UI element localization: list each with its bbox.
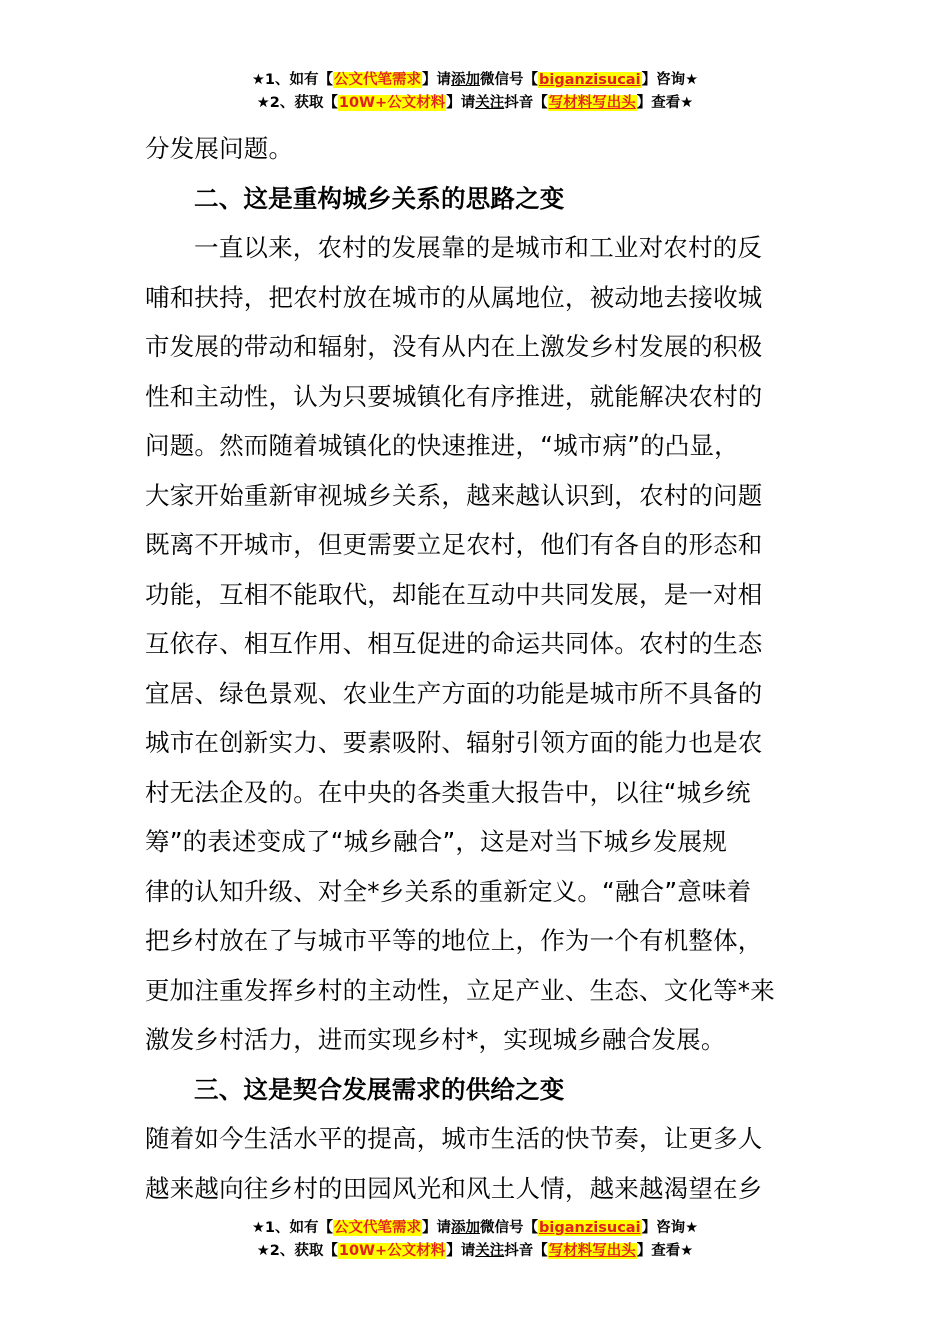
banner-line-1 bbox=[0, 1217, 950, 1240]
banner-highlight: 10W+公文材料 bbox=[338, 95, 446, 111]
banner-text: 抖音【 bbox=[504, 95, 548, 111]
banner-text: 】咨询★ bbox=[641, 1220, 699, 1236]
banner-text: 】请 bbox=[422, 1220, 452, 1236]
banner-text: 】查看★ bbox=[636, 95, 694, 111]
banner-line-2 bbox=[0, 1240, 950, 1263]
paragraph-line: 既离不开城市，但更需要立足农村，他们有各自的形态和 bbox=[145, 530, 763, 559]
banner-text: 】咨询★ bbox=[641, 72, 699, 88]
top-banner bbox=[0, 69, 950, 115]
banner-text: 微信号【 bbox=[480, 1220, 539, 1236]
banner-text: 】请 bbox=[446, 95, 476, 111]
banner-line-2 bbox=[0, 92, 950, 115]
banner-underlined: 添加 bbox=[451, 1220, 481, 1236]
paragraph-line: 城市在创新实力、要素吸附、辐射引领方面的能力也是农 bbox=[145, 728, 763, 757]
paragraph-line: 功能，互相不能取代，却能在互动中共同发展，是一对相 bbox=[145, 579, 763, 609]
bottom-banner bbox=[0, 1217, 950, 1263]
document-body bbox=[145, 124, 807, 1213]
paragraph-line: 村无法企及的。在中央的各类重大报告中，以往“城乡统 bbox=[145, 777, 751, 807]
paragraph-line: 筹”的表述变成了“城乡融合”，这是对当下城乡发展规 bbox=[145, 827, 728, 856]
paragraph-line: 市发展的带动和辐射，没有从内在上激发乡村发展的积极 bbox=[145, 332, 763, 361]
paragraph-line: 更加注重发挥乡村的主动性，立足产业、生态、文化等*来 bbox=[145, 975, 775, 1005]
banner-underlined: 添加 bbox=[451, 72, 481, 88]
banner-text: 】查看★ bbox=[636, 1243, 694, 1259]
banner-text: 抖音【 bbox=[504, 1243, 548, 1259]
paragraph-line: 律的认知升级、对全*乡关系的重新定义。“融合”意味着 bbox=[145, 876, 752, 906]
banner-text: ★2、获取【 bbox=[256, 95, 338, 111]
paragraph-line: 一直以来，农村的发展靠的是城市和工业对农村的反 bbox=[194, 233, 763, 262]
banner-text: 微信号【 bbox=[480, 72, 539, 88]
paragraph-line: 互依存、相互作用、相互促进的命运共同体。农村的生态 bbox=[145, 629, 763, 658]
banner-text: 】请 bbox=[446, 1243, 476, 1259]
paragraph-line: 哺和扶持，把农村放在城市的从属地位，被动地去接收城 bbox=[145, 282, 763, 312]
banner-wechat-id: biganzisucai bbox=[539, 72, 641, 88]
section-heading: 三、这是契合发展需求的供给之变 bbox=[194, 1074, 565, 1104]
banner-douyin-id: 写材料写出头 bbox=[548, 95, 636, 111]
paragraph-line: 越来越向往乡村的田园风光和风土人情，越来越渴望在乡 bbox=[145, 1173, 763, 1203]
section-heading: 二、这是重构城乡关系的思路之变 bbox=[194, 183, 565, 213]
banner-highlight: 公文代笔需求 bbox=[334, 72, 422, 88]
paragraph-line: 性和主动性，认为只要城镇化有序推进，就能解决农村的 bbox=[145, 381, 763, 411]
banner-text: 】请 bbox=[422, 72, 452, 88]
paragraph-line: 宜居、绿色景观、农业生产方面的功能是城市所不具备的 bbox=[145, 678, 763, 708]
banner-douyin-id: 写材料写出头 bbox=[548, 1243, 636, 1259]
paragraph-line: 大家开始重新审视城乡关系，越来越认识到，农村的问题 bbox=[145, 480, 763, 510]
banner-highlight: 10W+公文材料 bbox=[338, 1243, 446, 1259]
paragraph-line: 把乡村放在了与城市平等的地位上，作为一个有机整体， bbox=[145, 926, 763, 955]
banner-highlight: 公文代笔需求 bbox=[334, 1220, 422, 1236]
banner-text: ★1、如有【 bbox=[251, 72, 334, 88]
banner-underlined: 关注 bbox=[475, 95, 505, 111]
banner-text: ★2、获取【 bbox=[256, 1243, 338, 1259]
paragraph-line: 激发乡村活力，进而实现乡村*，实现城乡融合发展。 bbox=[145, 1025, 726, 1054]
banner-wechat-id: biganzisucai bbox=[539, 1220, 641, 1236]
paragraph-line: 问题。然而随着城镇化的快速推进，“城市病”的凸显， bbox=[145, 431, 739, 460]
paragraph-line: 随着如今生活水平的提高，城市生活的快节奏，让更多人 bbox=[145, 1124, 763, 1153]
paragraph-line: 分发展问题。 bbox=[145, 134, 294, 163]
banner-line-1 bbox=[0, 69, 950, 92]
banner-text: ★1、如有【 bbox=[251, 1220, 334, 1236]
banner-underlined: 关注 bbox=[475, 1243, 505, 1259]
